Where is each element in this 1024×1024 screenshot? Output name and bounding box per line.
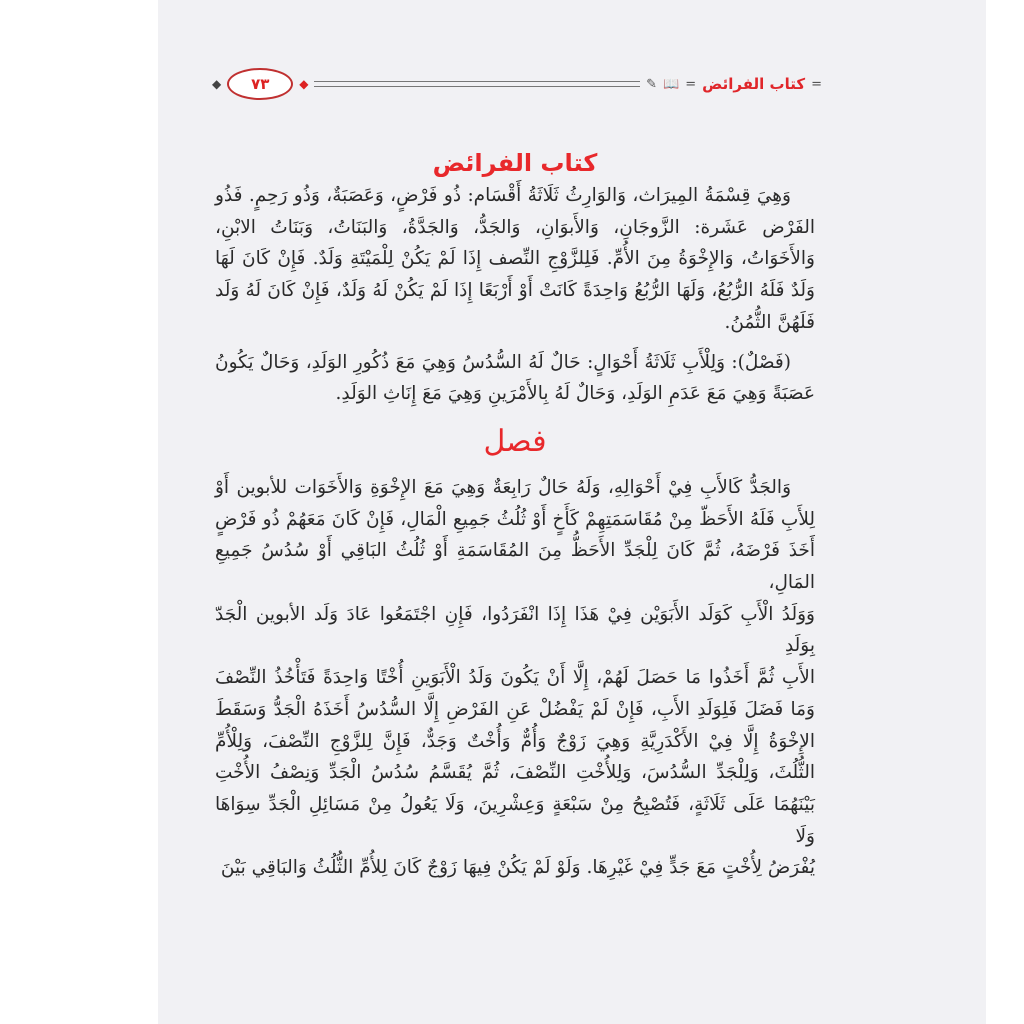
equals-ornament: =: [811, 76, 822, 92]
text-line: بَيْنَهُمَا عَلَى ثَلَاثَةٍ، فَتُصْبِحُ مِنْ سَبْعَةٍ وَعِشْرِينَ، وَلَا يَعُولُ مِنْ مَسَائِلِ الْجَدِّ سِوَاهَا وَلَا: [215, 793, 815, 847]
book-icon: 📖: [663, 76, 680, 92]
chapter-title: كتاب الفرائض: [432, 149, 598, 177]
text-line: وَالجَدُّ كَالأَبِ فِيْ أَحْوَالِهِ، وَلَهُ حَالٌ رَابِعَةٌ وَهِيَ مَعَ الإِخْوَةِ وَالأَخَوَات للأبوين أَوْ: [215, 476, 791, 498]
page-body: [215, 146, 815, 884]
equals-ornament: =: [685, 76, 697, 92]
text-line: أَخَذَ فَرْضَهُ، ثُمَّ كَانَ لِلْجَدِّ الأَحَظُّ مِنَ المُقَاسَمَةِ أَوْ ثُلُثُ البَاقِي أَوْ سُدُسُ جَمِيعِ المَالِ،: [215, 540, 815, 594]
text-line: الإِخْوَةُ إِلَّا فِيْ الأَكْدَرِيَّةِ وَهِيَ زَوْجٌ وَأُمٌّ وَأُخْتٌ وَجَدٌّ، فَإِنَّ لِلزَّوْجِ النِّصْفَ، وَلِلْأُمِّ: [215, 730, 815, 752]
section-heading: فصل: [483, 423, 547, 459]
header-rule: [314, 81, 640, 87]
text-line: لِلأَبِ فَلَهُ الأَحَظّ مِنْ مُقَاسَمَتِهِمْ كَأَخٍ أَوْ ثُلُثُ جَمِيعِ الْمَالِ، فَإِنْ كَانَ مَعَهُمْ ذُو فَرْضٍ: [215, 508, 815, 530]
ornament-left-icon: ◆: [212, 77, 222, 91]
text-line: (فَصْلٌ): وَلِلْأَبِ ثَلَاثَةُ أَحْوَالٍ: حَالٌ لَهُ السُّدُسُ وَهِيَ مَعَ ذُكُورِ الوَلَدِ، وَحَالٌ يَكُونُ: [215, 351, 791, 373]
text-line: يُفْرَضُ لِأُخْتٍ مَعَ جَدٍّ فِيْ غَيْرِهَا. وَلَوْ لَمْ يَكُنْ فِيهَا زَوْجٌ كَانَ لِلأُمِّ الثُّلُثُ وَالبَاقِي بَيْنَ: [220, 857, 815, 879]
paragraph-1: [215, 180, 815, 339]
text-line: عَصَبَةً وَهِيَ مَعَ عَدَمِ الوَلَدِ، وَحَالٌ لَهُ بِالأَمْرَينِ وَهِيَ مَعَ إِنَاثِ الوَلَدِ.: [335, 383, 815, 405]
text-line: الأَبِ ثُمَّ أَخَذُوا مَا حَصَلَ لَهُمْ، إِلَّا أَنْ يَكُونَ وَلَدُ الْأَبَوَينِ أُخْتًا وَاحِدَةً فَتَأْخُذُ النِّصْفَ: [215, 667, 815, 689]
pen-icon: ✎: [646, 76, 658, 92]
text-line: وَلَدٌ فَلَهُ الرُّبُعُ، وَلَهَا الرُّبُعُ وَاحِدَةً كَانَتْ أَوْ أَرْبَعًا إِذَا لَمْ يَكُنْ لَهُ وَلَدٌ، فَإِنْ كَانَ لَهُ وَلَد: [215, 280, 815, 302]
text-line: وَالأَخَوَاتُ، وَالإِخْوَةُ مِنَ الأُمِّ. فَلِلزَّوْجِ النِّصف إِذَا لَمْ يَكُنْ لِلْمَيْتَةِ وَلَدٌ. فَإِنْ كَانَ لَهَا: [215, 248, 815, 270]
paragraph-2: [215, 347, 815, 410]
text-line: فَلَهُنَّ الثُّمُنُ.: [724, 311, 815, 333]
text-line: وَهِيَ قِسْمَةُ المِيرَاث، وَالوَارِثُ ثَلَاثَةُ أَقْسَام: ذُو فَرْضٍ، وَعَصَبَةٌ، وَذُو رَحِمٍ. فَذُو: [215, 185, 791, 206]
page-header: [212, 66, 822, 102]
page-number: ٧٣: [227, 68, 293, 100]
text-line: الثُّلُثَ، وَلِلْجَدِّ السُّدُسَ، وَلِلأُخْتِ النِّصْفَ، ثُمَّ يُقَسَّمُ سُدُسُ الْجَدِّ وَنِصْفُ الأُخْتِ: [215, 762, 815, 784]
running-title: كتاب الفرائض: [702, 75, 806, 93]
text-line: وَوَلَدُ الْأَبِ كَوَلَد الأَبَوَيْن فِيْ هَذَا إِذَا انْفَرَدُوا، فَإِنِ اجْتَمَعُوا عَادَ وَلَد الأبوين الْجَدّ بِوَلَدِ: [215, 603, 815, 657]
text-line: وَمَا فَضَلَ فَلِوَلَدِ الأَبِ، فَإِنْ لَمْ يَفْضُلْ عَنِ الفَرْضِ إِلَّا السُّدُسُ أَخَذَهُ الْجَدُّ وَسَقَطَ: [215, 698, 815, 720]
paragraph-3: [215, 472, 815, 884]
ornament-right-icon: ◆: [299, 77, 309, 91]
text-line: الفَرْض عَشَرة: الزَّوجَانِ، وَالأَبوَانِ، وَالجَدُّ، وَالجَدَّةُ، وَالبَنَاتُ، وَبَنَاتُ الابْنِ،: [215, 216, 815, 238]
